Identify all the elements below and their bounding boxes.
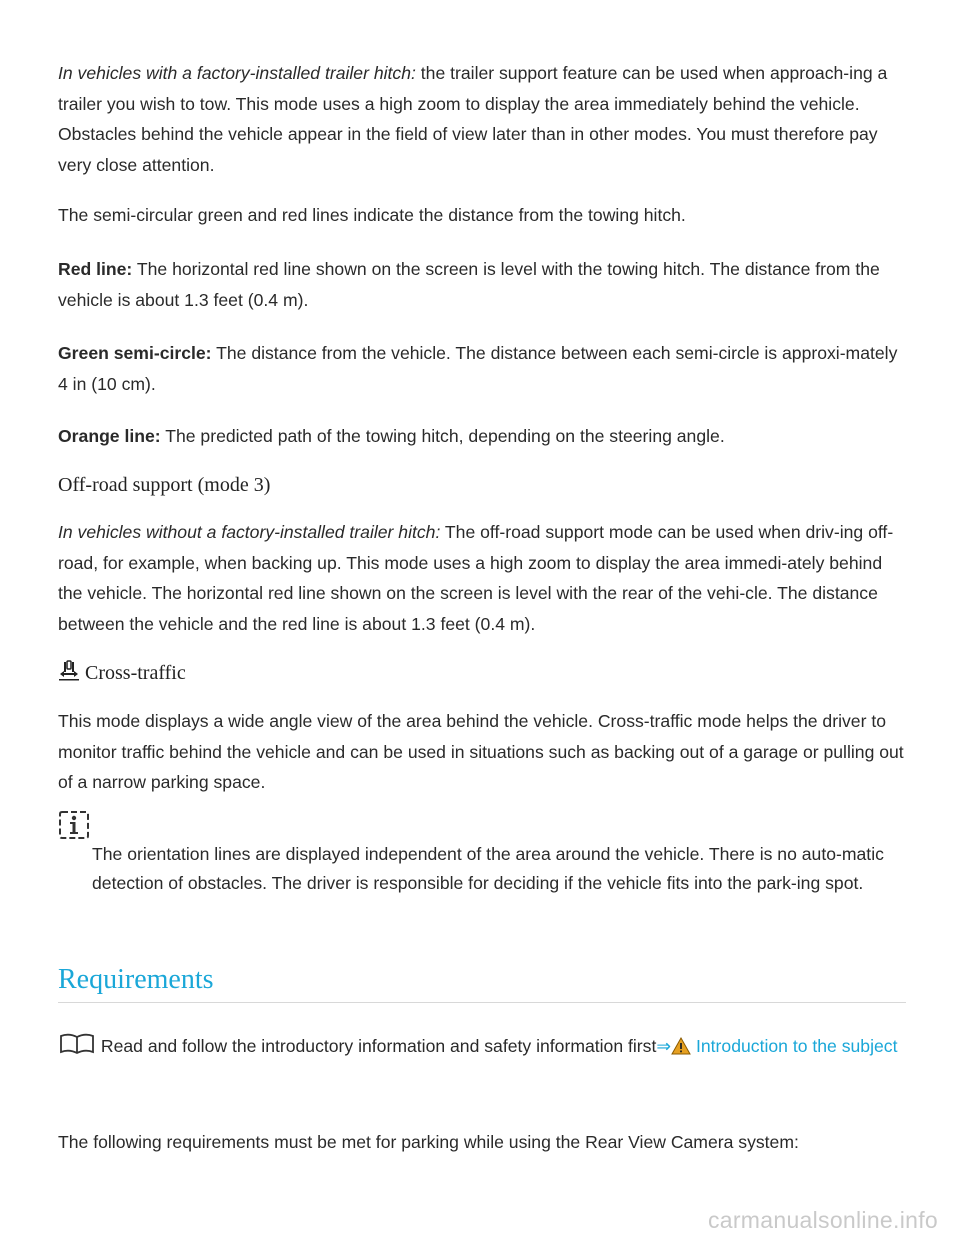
orange-line-label: Orange line: xyxy=(58,426,161,446)
info-note-text: The orientation lines are displayed independent of the area around the vehicle. There is no auto-matic detection of obstacles. The driver is responsible for deciding if the vehicle fits into the park-ing spot. xyxy=(92,844,884,893)
arrow-link-symbol[interactable]: ⇒ xyxy=(656,1036,672,1056)
cross-traffic-title: Cross-traffic xyxy=(85,662,186,684)
offroad-heading: Off-road support (mode 3) xyxy=(58,474,271,496)
trailer-support-lead: In vehicles with a factory-installed trailer hitch: xyxy=(58,63,416,83)
watermark: carmanualsonline.info xyxy=(707,1207,938,1233)
book-icon xyxy=(58,1033,96,1065)
read-first-text: Read and follow the introductory information and safety information first xyxy=(96,1036,657,1056)
red-line-label: Red line: xyxy=(58,259,133,279)
requirements-heading: Requirements xyxy=(58,964,906,1003)
offroad-paragraph xyxy=(58,517,906,639)
red-line-paragraph xyxy=(58,254,906,315)
warning-triangle-icon xyxy=(671,1034,691,1065)
cross-traffic-heading xyxy=(58,660,186,688)
trailer-support-paragraph xyxy=(58,58,906,180)
introduction-link[interactable]: Introduction to the subject xyxy=(691,1036,898,1056)
cross-traffic-paragraph: This mode displays a wide angle view of the area behind the vehicle. Cross-traffic mode helps the driver to monitor traffic behind the vehicle and can be used in situations such as backing out of a garage or pulling out of a narrow parking space. xyxy=(58,711,904,792)
red-line-text: The horizontal red line shown on the screen is level with the towing hitch. The distance from the vehicle is about 1.3 feet (0.4 m). xyxy=(58,259,880,310)
cross-traffic-icon xyxy=(58,660,80,688)
green-semi-circle-text: The distance from the vehicle. The distance between each semi-circle is approxi-mately 4 in (10 cm). xyxy=(58,343,898,394)
read-first-paragraph xyxy=(58,1031,906,1065)
requirements-paragraph: The following requirements must be met for parking while using the Rear View Camera system: xyxy=(58,1132,799,1152)
info-note-icon xyxy=(58,810,90,845)
green-semi-circle-paragraph xyxy=(58,338,906,399)
orange-line-text: The predicted path of the towing hitch, depending on the steering angle. xyxy=(160,426,725,446)
offroad-lead: In vehicles without a factory-installed trailer hitch: xyxy=(58,522,441,542)
green-semi-circle-label: Green semi-circle: xyxy=(58,343,212,363)
semi-circle-paragraph: The semi-circular green and red lines indicate the distance from the towing hitch. xyxy=(58,205,686,225)
trailer-support-text: the trailer support feature can be used when approach-ing a trailer you wish to tow. This mode uses a high zoom to display the area immediately behind the vehicle. Obstacles behind the vehicle appear in the field of view later than in other modes. You must therefore pay very close attention. xyxy=(58,63,888,175)
offroad-text: The off-road support mode can be used when driv-ing off-road, for example, when backing up. This mode uses a high zoom to display the area immedi-ately behind the vehicle. The horizontal red line shown on the screen is level with the rear of the vehi-cle. The distance between the vehicle and the red line is about 1.3 feet (0.4 m). xyxy=(58,522,894,634)
orange-line-paragraph xyxy=(58,421,906,452)
